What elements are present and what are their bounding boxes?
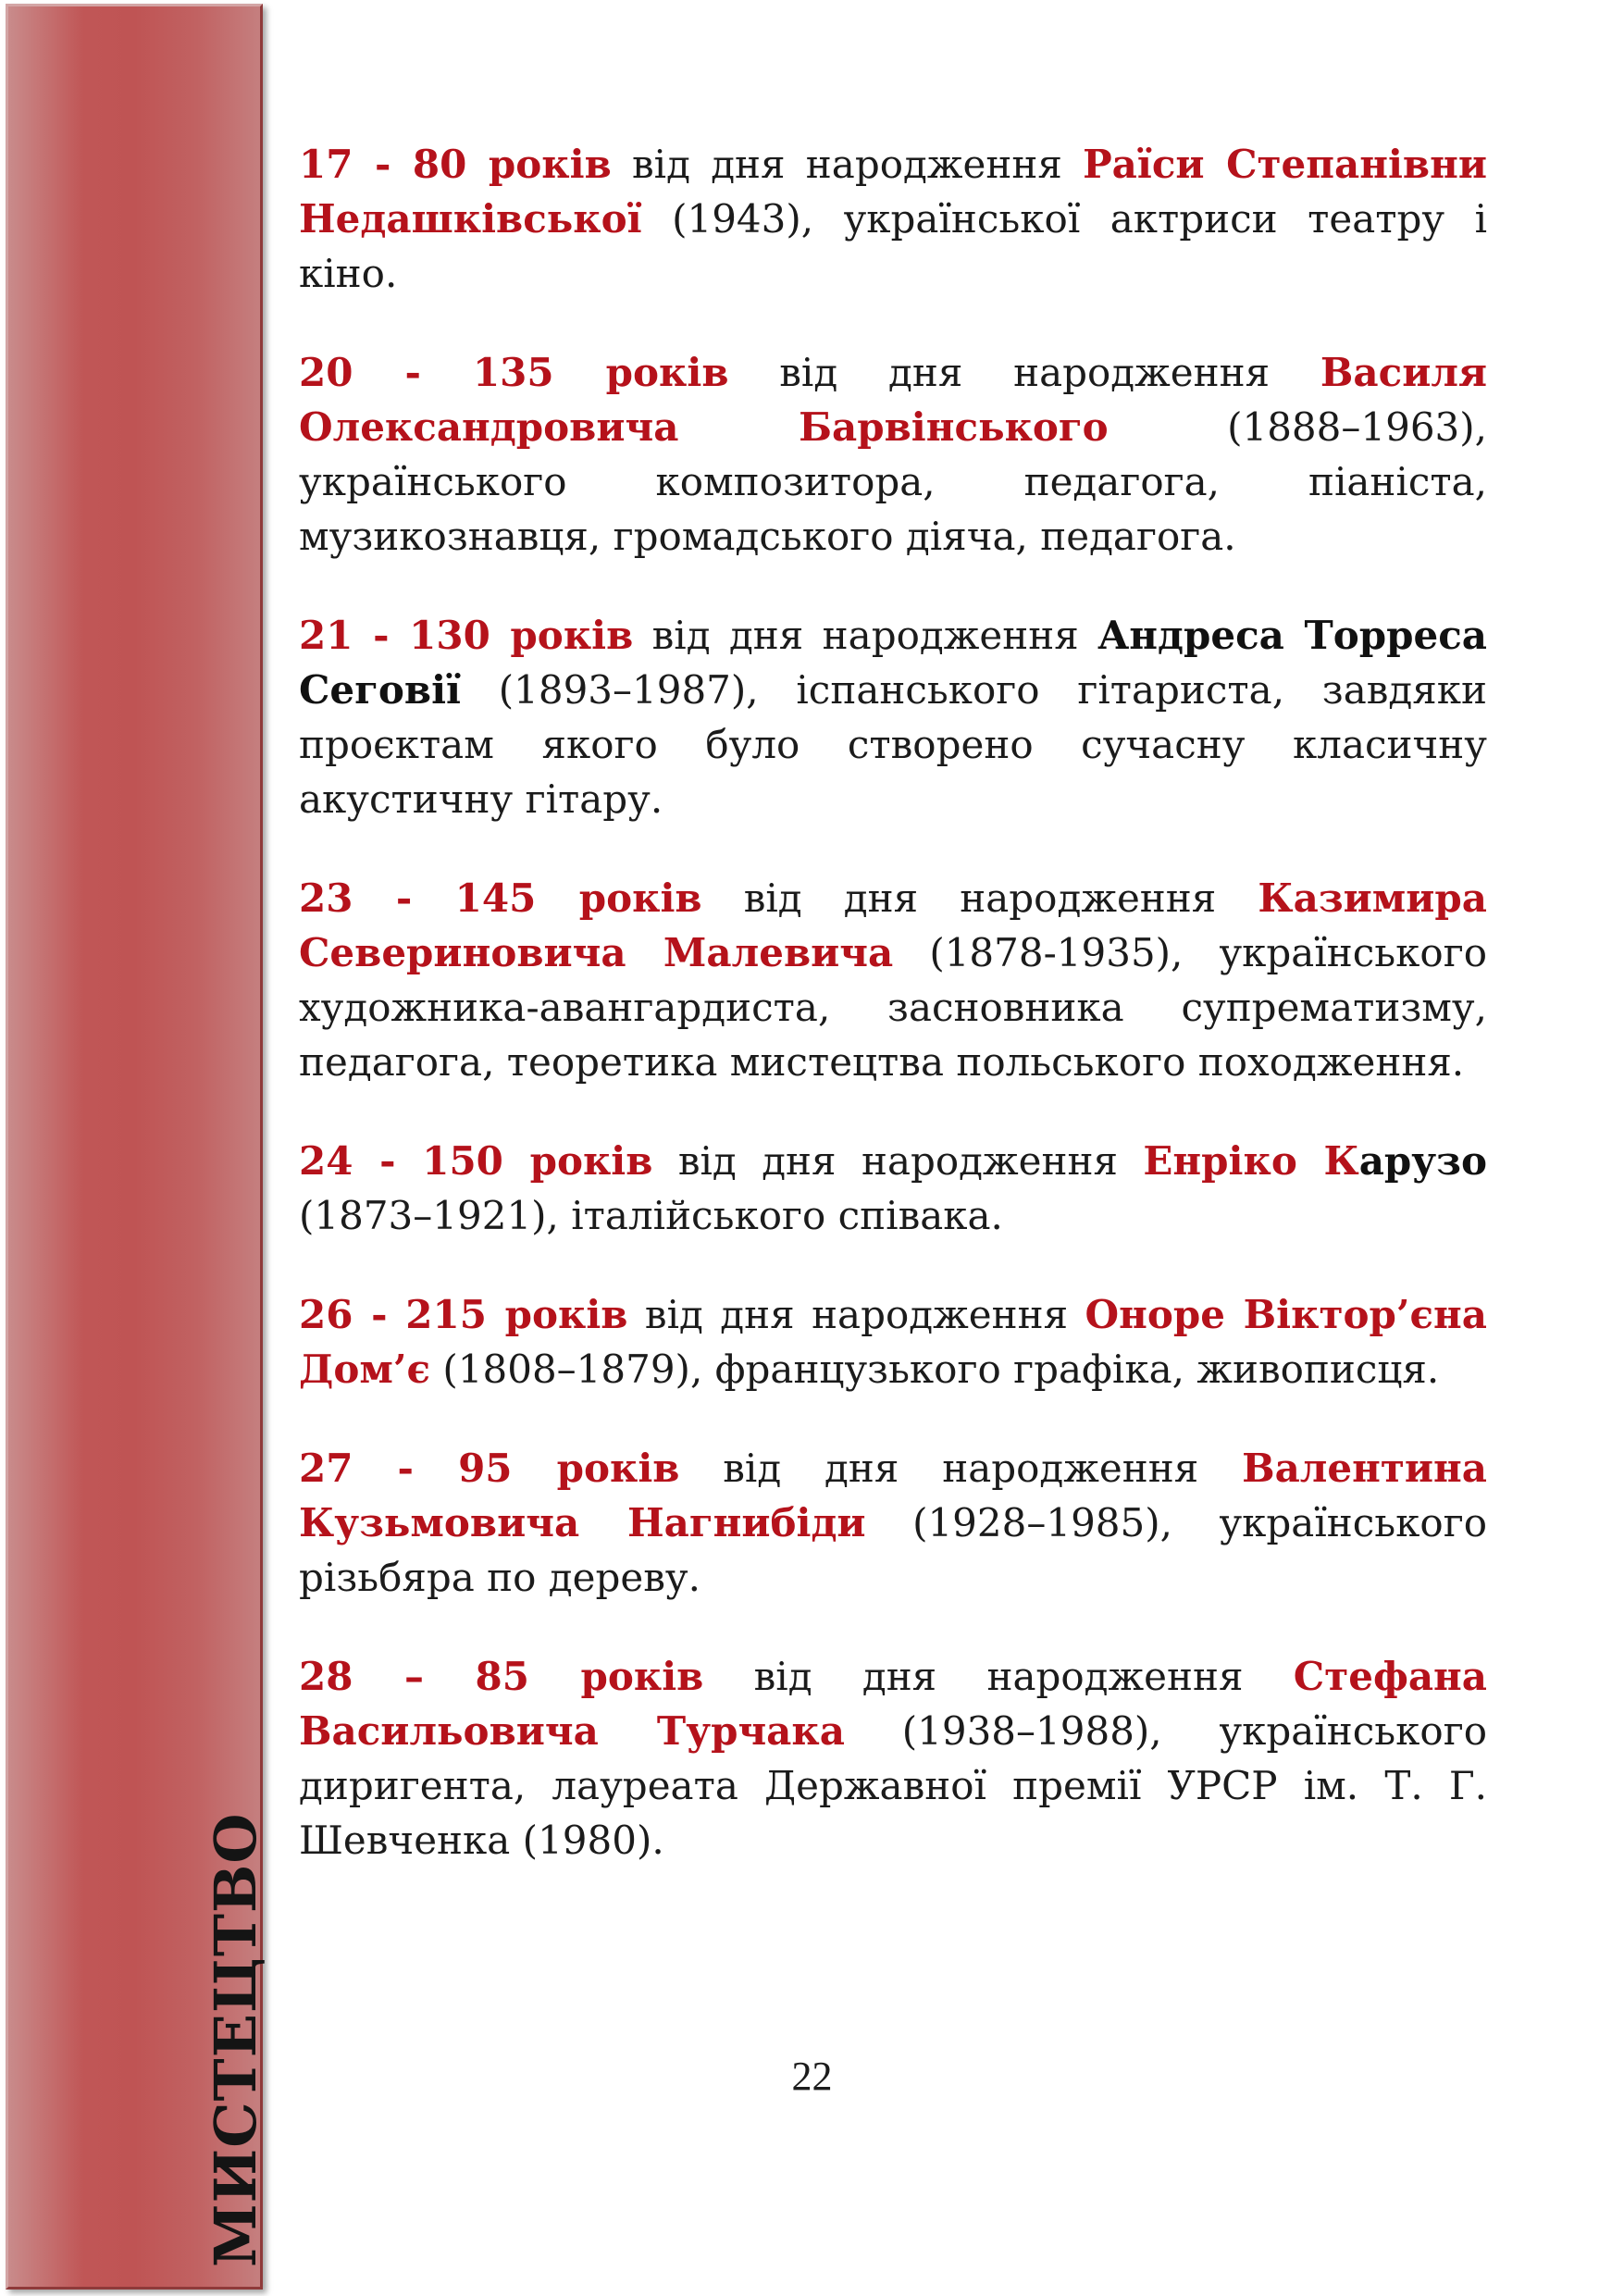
entry-person-name: Стефана Васильовича Турчака: [299, 1654, 1487, 1754]
entry-person-name: Валентина Кузьмовича Нагнибіди: [299, 1446, 1488, 1545]
entry-anniversary: 27 - 95 років: [299, 1446, 680, 1491]
entry-anniversary: 26 - 215 років: [299, 1292, 628, 1337]
entry-person-name: Андреса Торреса Сеговії: [299, 613, 1488, 713]
entry-nahnybida: [299, 1441, 1487, 1605]
entry-text: (1878-1935), українського художника-авангардиста, засновника супрематизму, педагога, теоретика мистецтва польського походження.: [299, 930, 1487, 1085]
entry-text: (1808–1879), французького графіка, живописця.: [430, 1347, 1440, 1392]
entry-anniversary: 17 - 80 років: [299, 142, 612, 187]
entry-barvinsky: [299, 345, 1487, 564]
entry-person-name-part1: Енріко К: [1143, 1138, 1359, 1184]
entry-person-name: Оноре Віктор’єна Дом’є: [299, 1292, 1487, 1392]
entry-text: (1888–1963), українського композитора, педагога, піаніста, музикознавця, громадського діяча, педагога.: [299, 404, 1487, 559]
entry-anniversary: 21 - 130 років: [299, 613, 634, 658]
entry-person-name-part2: арузо: [1358, 1138, 1488, 1184]
entry-text: (1938–1988), українського диригента, лауреата Державної премії УРСР ім. Т. Г. Шевченка (1980).: [299, 1708, 1487, 1863]
entry-turchak: [299, 1649, 1487, 1868]
entry-text: від дня народження: [652, 1138, 1144, 1184]
entry-text: (1928–1985), українського різьбяра по дереву.: [299, 1500, 1487, 1600]
entry-text: від дня народження: [679, 1446, 1243, 1491]
entry-caruso: [299, 1134, 1487, 1243]
entry-anniversary: 24 - 150 років: [299, 1138, 653, 1184]
entries-list: [299, 137, 1487, 1912]
entry-person-name: Василя Олександровича Барвінського: [299, 350, 1488, 450]
entry-text: (1873–1921), італійського співака.: [299, 1193, 1003, 1238]
entry-text: від дня народження: [611, 142, 1084, 187]
page-number: 22: [791, 2054, 833, 2099]
entry-daumier: [299, 1287, 1487, 1396]
entry-nedashkivska: [299, 137, 1487, 301]
entry-anniversary: 23 - 145 років: [299, 875, 702, 921]
entry-person-name: Казимира Севериновича Малевича: [299, 875, 1488, 975]
entry-anniversary: 28 – 85 років: [299, 1654, 704, 1699]
entry-person-name: Раїси Степанівни Недашківської: [299, 142, 1487, 242]
entry-segovia: [299, 608, 1487, 826]
entry-text: від дня народження: [703, 1654, 1294, 1699]
entry-text: (1893–1987), іспанського гітариста, завдяки проєктам якого було створено сучасну класичну акустичну гітару.: [299, 667, 1487, 822]
entry-text: від дня народження: [633, 613, 1098, 658]
entry-malevich: [299, 871, 1487, 1089]
entry-anniversary: 20 - 135 років: [299, 350, 729, 395]
section-title: МИСТЕЦТВО: [202, 1812, 269, 2267]
entry-text: від дня народження: [701, 875, 1258, 921]
entry-text: від дня народження: [728, 350, 1320, 395]
entry-text: від дня народження: [627, 1292, 1085, 1337]
entry-text: (1943), української актриси театру і кіно.: [299, 196, 1487, 296]
